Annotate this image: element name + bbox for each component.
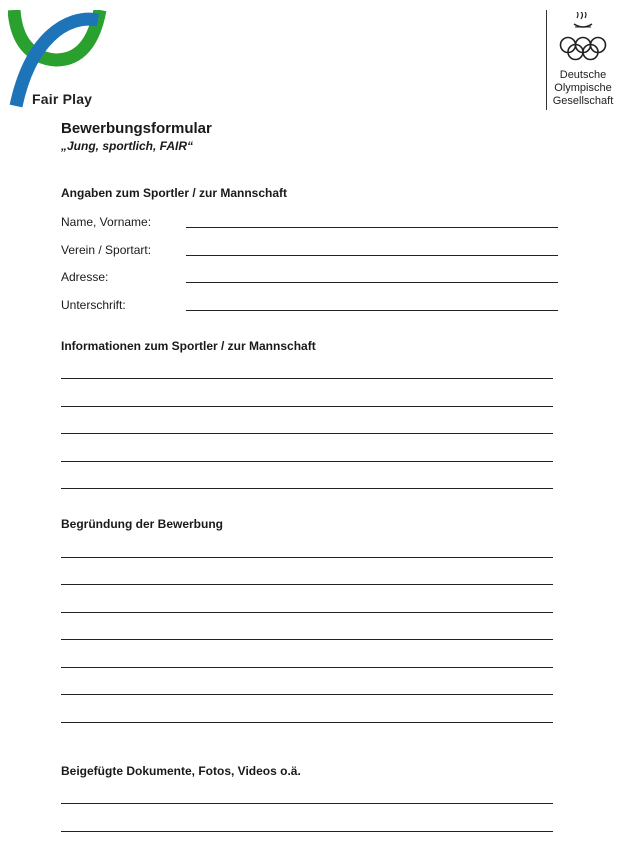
fair-play-brand-text: Fair Play [32,91,93,107]
reasoning-line[interactable] [61,639,553,640]
dog-logo [546,10,619,110]
athlete-info-line[interactable] [61,488,553,489]
reasoning-line[interactable] [61,557,553,558]
olympic-rings-icon [553,12,613,68]
dog-name-line-1: Deutsche [559,69,607,81]
dog-name [547,69,619,108]
reasoning-line[interactable] [61,667,553,668]
dog-name-line-2: Olympische [554,82,612,94]
attachments-heading: Beigefügte Dokumente, Fotos, Videos o.ä. [61,764,301,778]
reasoning-heading: Begründung der Bewerbung [61,517,223,531]
club-sport-label: Verein / Sportart: [61,243,152,257]
athlete-info-line[interactable] [61,461,553,462]
dog-name-line-3: Gesellschaft [552,95,614,107]
address-label: Adresse: [61,270,109,284]
form-title: Bewerbungsformular [61,120,212,137]
athlete-details-heading: Angaben zum Sportler / zur Mannschaft [61,186,288,200]
athlete-info-line[interactable] [61,433,553,434]
athlete-info-heading: Informationen zum Sportler / zur Mannschaft [61,339,316,353]
signature-field[interactable] [186,310,558,311]
attachments-line[interactable] [61,831,553,832]
reasoning-line[interactable] [61,694,553,695]
name-label: Name, Vorname: [61,215,152,229]
reasoning-line[interactable] [61,722,553,723]
athlete-info-line[interactable] [61,406,553,407]
form-subtitle: „Jung, sportlich, FAIR“ [61,139,194,153]
signature-label: Unterschrift: [61,298,126,312]
athlete-info-line[interactable] [61,378,553,379]
reasoning-line[interactable] [61,584,553,585]
reasoning-line[interactable] [61,612,553,613]
address-field[interactable] [186,282,558,283]
name-field[interactable] [186,227,558,228]
attachments-line[interactable] [61,803,553,804]
club-sport-field[interactable] [186,255,558,256]
